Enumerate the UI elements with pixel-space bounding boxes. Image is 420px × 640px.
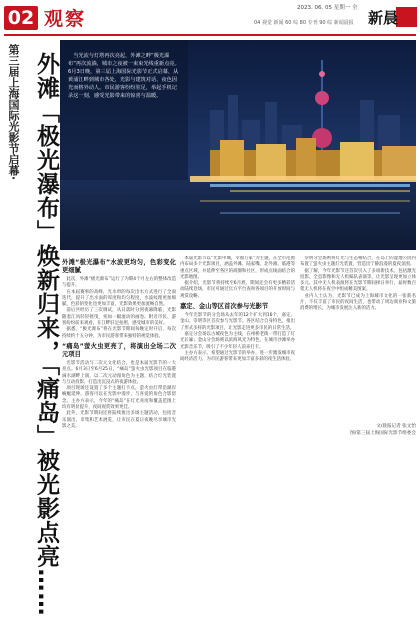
newspaper-logo — [366, 6, 418, 28]
logo-red-block — [396, 7, 417, 27]
article-column-2 — [180, 256, 295, 526]
photo-credit: 图/第三届上海国际光影节组委会 — [350, 431, 416, 436]
article-paragraph: 据介绍，光影节将持续至6月底，期间还会有更多精彩活动陆续登场，市民可通过官方平台查询各项目的开放时间与观赏攻略。 — [180, 281, 295, 299]
article-subheading: “痛岛”萤火虫更亮了，将演出全场二次元项目 — [62, 342, 176, 358]
byline — [334, 423, 416, 437]
edition-tabs: 04 视觉 新闻 60 综 80 专刊 90 综 新闻晨报 — [254, 20, 354, 26]
reporter-credit: 文/晨报记者 张文怡 — [376, 424, 416, 429]
logo-text: 新晨 — [368, 9, 399, 27]
article-paragraph: 今年光影节的分会场从去年的12个扩大到16个，嘉定、金山、崇明等区首次参与光影节。各区结合自身特色，推出了形式多样的光影项目，让光影走进更多市民的日常生活。 — [180, 313, 295, 331]
article-paragraph: 此次，外滩“极光瀑布”运行了为期4个月左右的整体改造与提升。 — [62, 277, 176, 289]
date-line: 2023. 06. 05 星期一 全 — [297, 5, 358, 11]
article-subheading: 嘉定、金山等区首次参与光影节 — [180, 303, 269, 311]
article-subheading: 外滩“极光瀑布”水波更均匀，色彩变化更细腻 — [62, 259, 176, 274]
article-column-1 — [62, 256, 176, 634]
article-paragraph: 光影节活动与二次元文化结合，也是本届光影节的一大亮点。6月3日至6月25日，“痛岛”萤火虫光影项目在临港滴水湖畔上演，以二次元动漫角色为主题，结合灯光装置与互动投影，打造出沉浸式的夜游体验。 — [62, 360, 176, 385]
article-paragraph: 在本届赛事的高峰，光水帘的每次出水方式进行了全面迭代，提升了出水面的厚度和均匀程度，水波纹理更加细腻，色彩的变化也更加丰富，光影效果更加流畅自然。 — [62, 289, 176, 308]
article-paragraph: 据了解，今年光影节还首次引入了多项新技术，包括激光投影、全息影像和无人机编队表演等，让光影呈现更加立体多元。其中无人机表演将在光影节期间择日举行，届时数百架无人机将在夜空中组成精美图案。 — [300, 268, 416, 293]
article-paragraph: 嘉定分会场以古城夜色为主线，在州桥老街一带打造了灯光长廊；金山分会场则以滨海风光为特色，在城市沙滩举办光影音乐节，吸引了不少年轻人前来打卡。 — [180, 331, 295, 350]
article-paragraph: 项目现场还设置了多个主题打卡点，萤火虫灯带沿湖岸蜿蜒延伸，游客可以在光影中漫步，与喜爱的角色合影留念。主办方表示，今年的“痛岛”在灯光亮度和覆盖范围上均有明显提升，夜间观赏效果更佳。 — [62, 386, 176, 411]
section-number-badge: 02 — [4, 6, 38, 30]
main-headline: 外滩「极光瀑布」焕新归来，「痛岛」被光影点亮…… — [33, 52, 59, 617]
article-paragraph: 本届光影节以“光影申城，幸福万家”为主题，在全市范围内布局多个光影项目，涵盖外滩、陆家嘴、北外滩、临港等重点区域，并延伸至各区的商圈和社区，形成点线面结合的光影地图。 — [180, 256, 295, 280]
article-paragraph: 主办方表示，希望通过光影节的举办，进一步激发城市夜间经济活力，为市民游客带来更加丰富多彩的夜生活体验。 — [180, 350, 295, 363]
article-paragraph: 崇明分会场则将灯光与生态相结合，在岛上的湿地公园内布置了萤火虫主题灯光装置，营造出宁静浪漫的夏夜氛围。 — [300, 256, 416, 268]
photo-overlay-text: 当光流与灯塔再次亮起，外滩之畔“极光瀑布”再次流淌，城市之夜被一束束光线重新点亮。6月3日晚，第三届上海国际光影节正式启幕，从黄浦江畔到城市各处，光影与建筑对话，夜色因光而格外动人。市民游客纷纷驻足，举起手机记录这一刻，感受光影带来的惊喜与温暖。 — [68, 53, 180, 99]
article-paragraph: 业内人士认为，光影节已成为上海城市文化的一张新名片，不仅丰富了市民的夜间生活，也带动了周边商业和文旅消费的增长，为城市发展注入新的活力。 — [300, 293, 416, 312]
kicker-headline: 第三届上海国际光影节启幕· — [7, 44, 20, 181]
article-paragraph: 此外，光影节期间还将陆续推出多场主题活动，包括音乐演出、市集和艺术展览，让市民在夏日夜晚尽享城市光影之美。 — [62, 411, 176, 429]
section-title: 观察 — [44, 8, 87, 30]
article-paragraph: 据悉，“极光瀑布”将在光影节期间每晚定时开启，每次持续约十五分钟，为市民游客带来独特的视觉体验。 — [62, 327, 176, 339]
article-paragraph: 前后共经历了三次调试，从日落时分到夜幕降临，光影随着江风轻轻摇曳，宛如一幅流动的画卷。附近市民、游客纷纷前来观看，在江畔驻足拍照，感受城市的美好。 — [62, 308, 176, 327]
article-column-3 — [300, 256, 416, 416]
header-rule — [4, 34, 416, 36]
